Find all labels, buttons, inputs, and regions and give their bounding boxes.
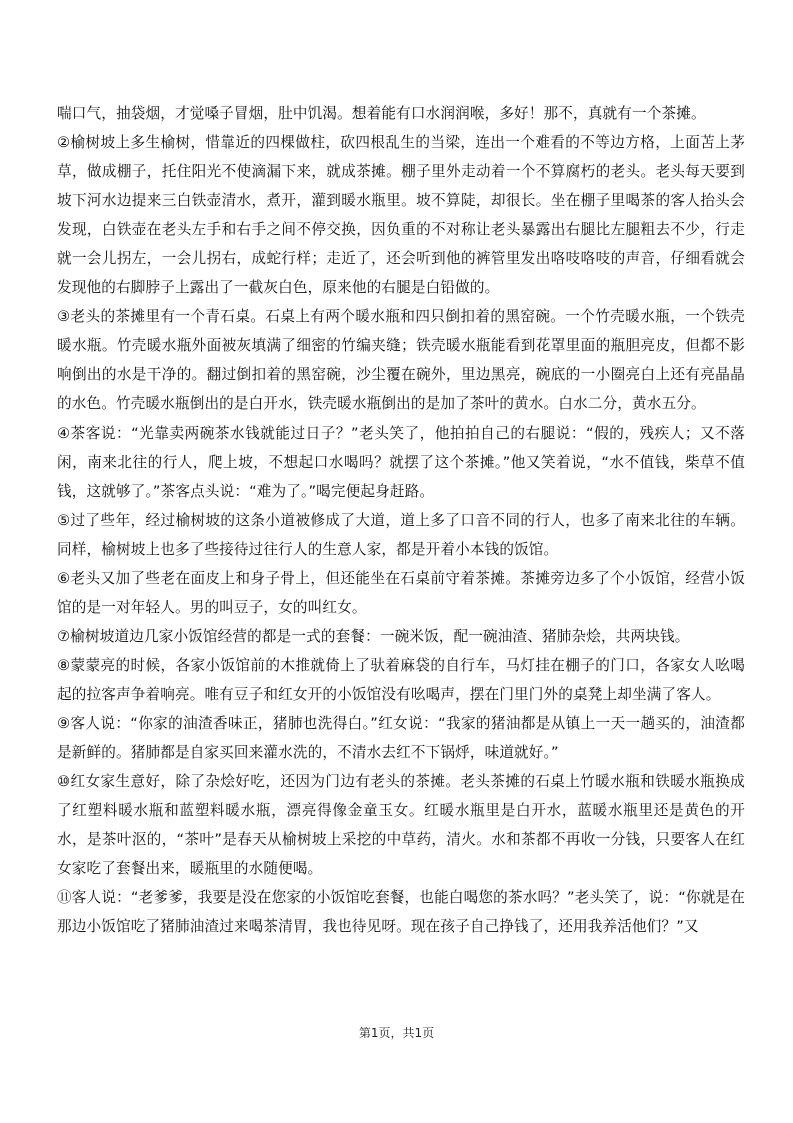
paragraph-5: ⑤过了些年，经过榆树坡的这条小道被修成了大道，道上多了口音不同的行人，也多了南来北往的车辆。同样，榆树坡上也多了些接待过往行人的生意人家，都是开着小本钱的饭馆。 [57,511,745,558]
paragraph-9: ⑨客人说：“你家的油渣香味正，猪肺也洗得白。”红女说：“我家的猪油都是从镇上一天一趟买的，油渣都是新鲜的。猪肺都是自家买回来灌水洗的，不清水去红不下锅烀，味道就好。” [57,714,745,762]
page-footer: 第1页，共1页 [358,1026,435,1040]
paragraph-6: ⑥老头又加了些老在面皮上和身子骨上，但还能坐在石桌前守着茶摊。茶摊旁边多了个小饭馆，经营小饭馆的是一对年轻人。男的叫豆子，女的叫红女。 [57,569,745,616]
paragraph-10: ⑩红女家生意好，除了杂烩好吃，还因为门边有老头的茶摊。老头茶摊的石桌上竹暖水瓶和铁暖水瓶换成了红塑料暖水瓶和蓝塑料暖水瓶，漂亮得像金童玉女。红暖水瓶里是白开水，蓝暖水瓶里还是黄色的开水，是茶叶沤的，“茶叶”是春天从榆树坡上采挖的中草药，清火。水和茶都不再收一分钱，只要客人在红女家吃了套餐出来，暖瓶里的水随便喝。 [57,773,745,878]
paragraph-7: ⑦榆树坡道边几家小饭馆经营的都是一式的套餐：一碗米饭，配一碗油渣、猪肺杂烩，共两块钱。 [57,627,690,645]
paragraph-4: ④茶客说：“光靠卖两碗茶水钱就能过日子？”老头笑了，他拍拍自己的右腿说：“假的，残疾人；又不落闲，南来北往的行人，爬上坡，不想起口水喝吗？就摆了这个茶摊。”他又笑着说，“水不值钱，柴草不值钱，这就够了。”茶客点头说：“难为了。”喝完便起身赶路。 [57,424,745,500]
paragraph-3: ③老头的茶摊里有一个青石桌。石桌上有两个暖水瓶和四只倒扣着的黑窑碗。一个竹壳暖水瓶，一个铁壳暖水瓶。竹壳暖水瓶外面被灰填满了细密的竹编夹缝；铁壳暖水瓶能看到花罩里面的瓶胆亮皮，但都不影响倒出的水是干净的。翻过倒扣着的黑窑碗，沙尘覆在碗外，里边黑亮，碗底的一小圈亮白上还有亮晶晶的水色。竹壳暖水瓶倒出的是白开水，铁壳暖水瓶倒出的是加了茶叶的黄水。白水二分，黄水五分。 [57,308,745,413]
paragraph-11: ⑪客人说：“老爹爹，我要是没在您家的小饭馆吃套餐，也能白喝您的茶水吗？”老头笑了，说：“你就是在那边小饭馆吃了猪肺油渣过来喝茶清胃，我也待见呀。现在孩子自己挣钱了，还用我养活他们？”又 [57,889,745,936]
paragraph-1: 喘口气，抽袋烟，才觉嗓子冒烟，肚中饥渴。想着能有口水润润喉，多好！那不，真就有一个茶摊。 [57,105,706,122]
paragraph-2: ②榆树坡上多生榆树，惜靠近的四棵做柱，砍四根乱生的当梁，连出一个难看的不等边方格，上面苫上茅草，做成棚子，托住阳光不使滴漏下来，就成茶摊。棚子里外走动着一个不算腐朽的老头。老头每天要到坡下河水边提来三白铁壶清水，煮开，灌到暖水瓶里。坡不算陡，却很长。坐在棚子里喝茶的客人抬头会发现，白铁壶在老头左手和右手之间不停交换，因负重的不对称让老头暴露出右腿比左腿粗去不少，行走就一会儿拐左，一会儿拐右，成蛇行样；走近了，还会听到他的裤管里发出咯吱咯吱的声音，仔细看就会发现他的右脚脖子上露出了一截灰白色，原来他的右腿是白铅做的。 [57,134,745,297]
document-body [57,99,745,941]
paragraph-8: ⑧蒙蒙亮的时候，各家小饭馆前的木推就倚上了驮着麻袋的自行车，马灯挂在棚子的门口，各家女人吆喝起的拉客声争着响亮。唯有豆子和红女开的小饭馆没有吆喝声，摆在门里门外的桌凳上却坐满了客人。 [57,656,745,703]
